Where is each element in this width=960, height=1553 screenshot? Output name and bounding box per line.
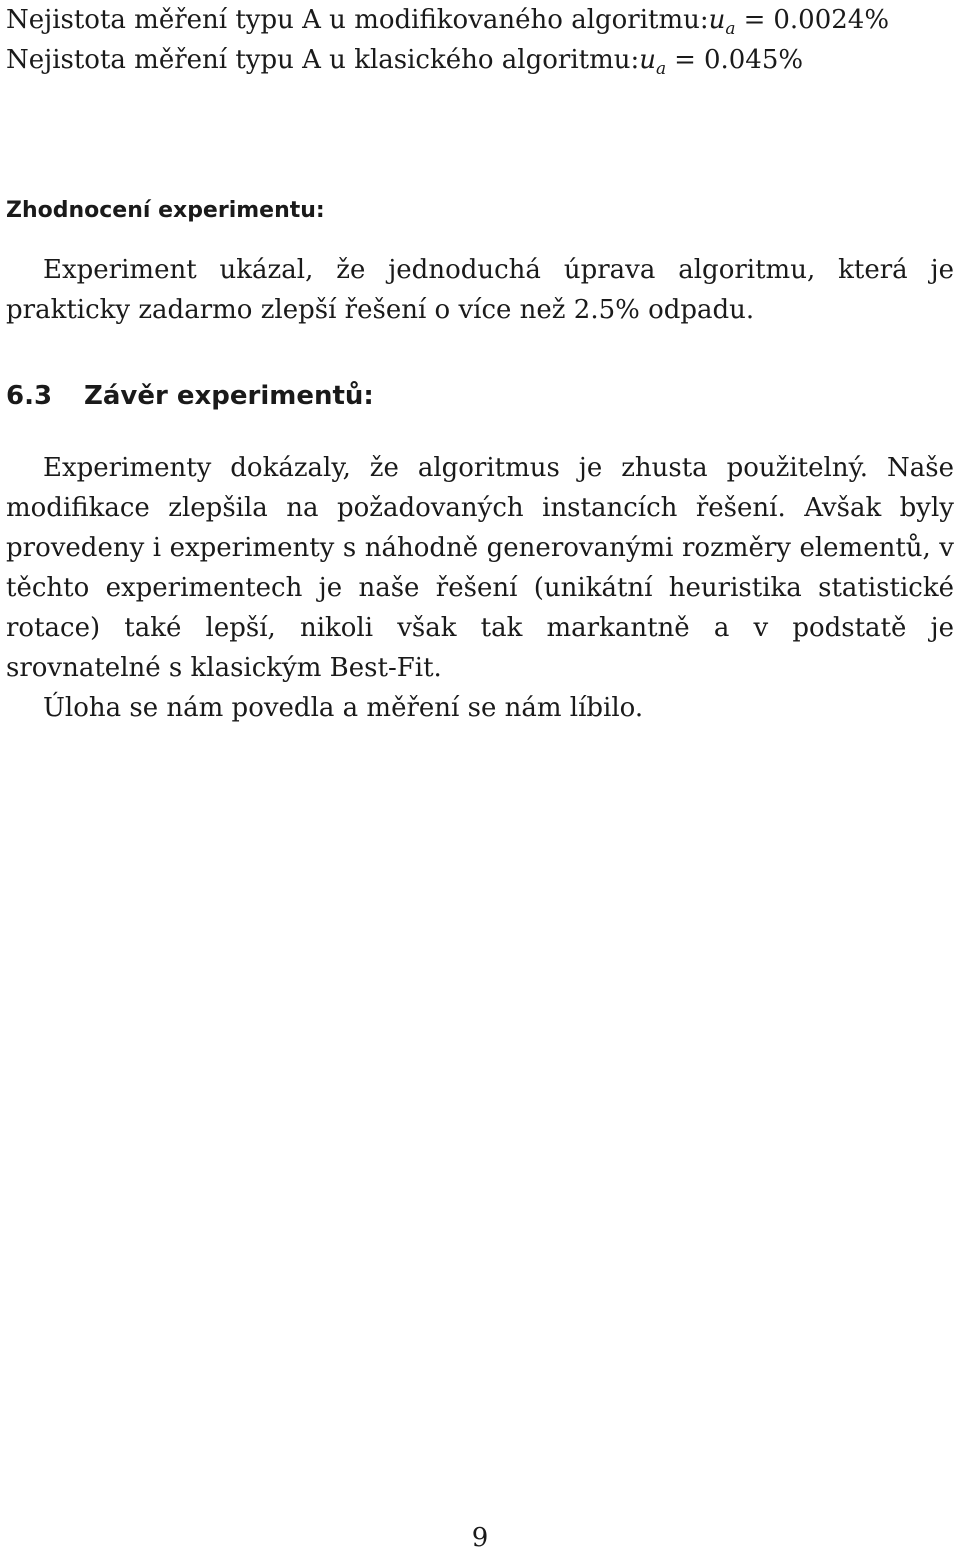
section-title: Závěr experimentů:: [84, 381, 374, 411]
section-number: 6.3: [6, 381, 53, 411]
uncertainty-classic-value: 0.045%: [703, 45, 804, 75]
page-number: 9: [471, 1523, 489, 1553]
closing-sentence: Úloha se nám povedla a měření se nám líbilo.: [43, 693, 644, 723]
evaluation-paragraph: Experiment ukázal, že jednoduchá úprava algoritmu, která je prakticky zadarmo zlepší řešení o více než 2.5% odpadu.: [6, 255, 954, 325]
uncertainty-classic-subscript: a: [656, 59, 667, 79]
section-heading: [6, 376, 954, 416]
uncertainty-classic-label: Nejistota měření typu A u klasického algoritmu:: [6, 45, 640, 75]
uncertainty-modified-value: 0.0024%: [773, 5, 890, 35]
uncertainty-classic-equals: =: [674, 45, 696, 75]
document-page: [6, 0, 954, 754]
conclusion-paragraph: Experimenty dokázaly, že algoritmus je zhusta použitelný. Naše modifikace zlepšila na požadovaných instancích řešení. Avšak byly provedeny i experimenty s náhodně generovanými rozměry elementů, v těchto experimentech je naše řešení (unikátní heuristika statistické rotace) také lepší, nikoli však tak markantně a v podstatě je srovnatelné s klasickým Best-Fit.: [6, 453, 954, 683]
uncertainty-classic-symbol: u: [639, 45, 657, 75]
uncertainty-modified-label: Nejistota měření typu A u modifikovaného algoritmu:: [6, 5, 709, 35]
uncertainty-classic-line: [6, 40, 954, 80]
evaluation-heading: Zhodnocení experimentu:: [6, 198, 325, 223]
uncertainty-modified-symbol: u: [708, 5, 726, 35]
uncertainty-modified-subscript: a: [725, 19, 736, 39]
uncertainty-modified-equals: =: [743, 5, 766, 35]
uncertainty-modified-line: [6, 0, 954, 40]
